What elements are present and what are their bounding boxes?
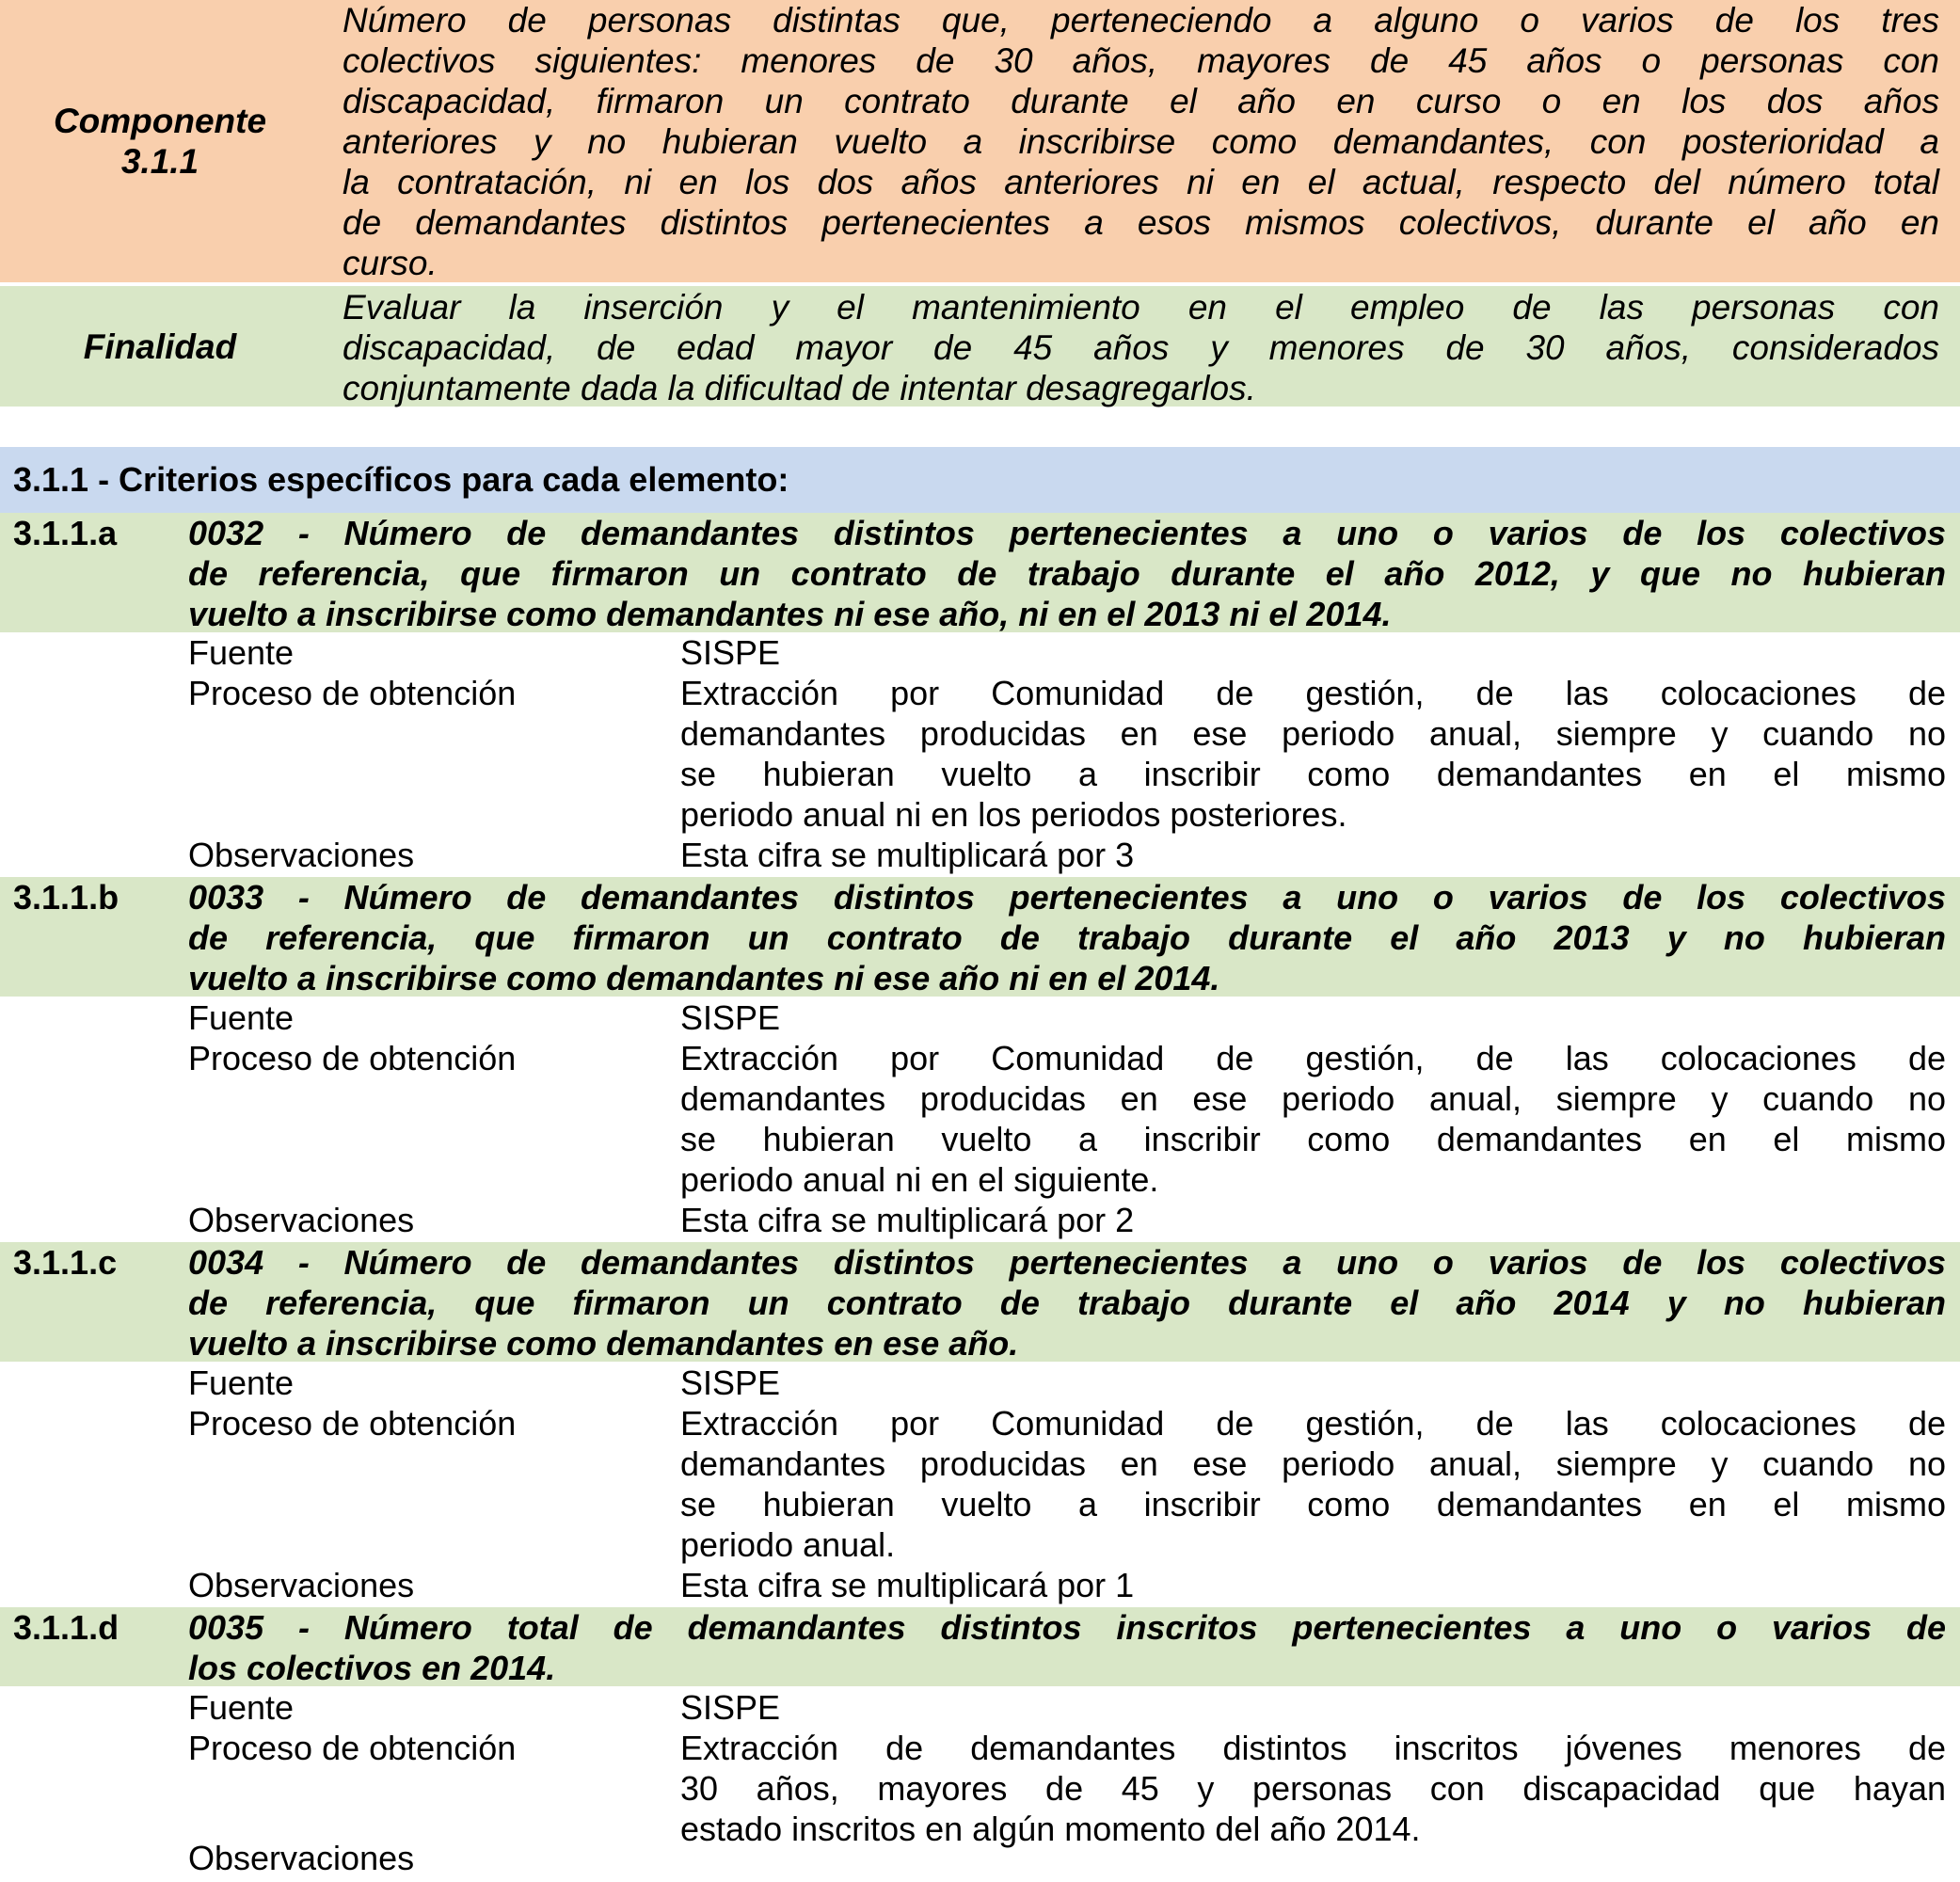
fuente-value: SISPE bbox=[680, 1688, 781, 1727]
element-d-title-row bbox=[0, 1607, 1960, 1686]
observaciones-label: Observaciones bbox=[188, 836, 415, 874]
proceso-line: periodo anual ni en el siguiente. bbox=[680, 1160, 1159, 1199]
finalidad-text-line: conjuntamente dada la dificultad de intentar desagregarlos. bbox=[343, 369, 1256, 407]
element-title-line: los colectivos en 2014. bbox=[188, 1649, 556, 1687]
element-code: 3.1.1.d bbox=[13, 1608, 120, 1647]
proceso-line: periodo anual ni en los periodos posteriores. bbox=[680, 795, 1347, 834]
element-b-title-row bbox=[0, 877, 1960, 997]
componente-row bbox=[0, 0, 1960, 282]
element-title-line: de referencia, que firmaron un contrato de trabajo durante el año 2014 y no hubieran bbox=[188, 1284, 1946, 1322]
element-code: 3.1.1.a bbox=[13, 514, 118, 552]
componente-label-line2: 3.1.1 bbox=[120, 142, 199, 181]
proceso-label: Proceso de obtención bbox=[188, 1404, 517, 1443]
proceso-line: estado inscritos en algún momento del año 2014. bbox=[680, 1810, 1421, 1848]
componente-text-line: de demandantes distintos pertenecientes a esos mismos colectivos, durante el año en bbox=[343, 203, 1939, 242]
element-title-line: 0032 - Número de demandantes distintos pertenecientes a uno o varios de los colectivos bbox=[188, 514, 1946, 552]
fuente-label: Fuente bbox=[188, 998, 295, 1037]
componente-text-line: curso. bbox=[343, 244, 438, 282]
componente-text-line: colectivos siguientes: menores de 30 años, mayores de 45 años o personas con bbox=[343, 41, 1939, 80]
proceso-value bbox=[680, 1403, 1946, 1565]
proceso-value bbox=[680, 1728, 1946, 1849]
componente-text-line: Número de personas distintas que, perteneciendo a alguno o varios de los tres bbox=[343, 1, 1939, 40]
proceso-line: demandantes producidas en ese periodo anual, siempre y cuando no bbox=[680, 714, 1946, 753]
element-title bbox=[188, 877, 1946, 998]
proceso-line: demandantes producidas en ese periodo anual, siempre y cuando no bbox=[680, 1444, 1946, 1483]
proceso-line: Extracción por Comunidad de gestión, de las colocaciones de bbox=[680, 1404, 1946, 1443]
element-title-line: 0035 - Número total de demandantes distintos inscritos pertenecientes a uno o varios de bbox=[188, 1608, 1946, 1647]
element-title-line: de referencia, que firmaron un contrato de trabajo durante el año 2013 y no hubieran bbox=[188, 918, 1946, 957]
fuente-label: Fuente bbox=[188, 633, 295, 672]
observaciones-value: Esta cifra se multiplicará por 2 bbox=[680, 1201, 1135, 1239]
finalidad-text-line: discapacidad, de edad mayor de 45 años y menores de 30 años, considerados bbox=[343, 328, 1939, 367]
proceso-line: se hubieran vuelto a inscribir como demandantes en el mismo bbox=[680, 1485, 1946, 1523]
proceso-line: se hubieran vuelto a inscribir como demandantes en el mismo bbox=[680, 755, 1946, 793]
fuente-value: SISPE bbox=[680, 633, 781, 672]
element-title bbox=[188, 1242, 1946, 1364]
proceso-line: Extracción por Comunidad de gestión, de las colocaciones de bbox=[680, 1039, 1946, 1077]
componente-text-line: anteriores y no hubieran vuelto a inscribirse como demandantes, con posterioridad a bbox=[343, 122, 1939, 161]
element-title-line: de referencia, que firmaron un contrato de trabajo durante el año 2012, y que no hubieran bbox=[188, 554, 1946, 593]
element-title bbox=[188, 513, 1946, 634]
element-title-line: 0034 - Número de demandantes distintos pertenecientes a uno o varios de los colectivos bbox=[188, 1243, 1946, 1282]
observaciones-label: Observaciones bbox=[188, 1839, 415, 1877]
proceso-line: se hubieran vuelto a inscribir como demandantes en el mismo bbox=[680, 1120, 1946, 1158]
proceso-label: Proceso de obtención bbox=[188, 1039, 517, 1077]
proceso-line: periodo anual. bbox=[680, 1525, 896, 1564]
proceso-line: Extracción por Comunidad de gestión, de las colocaciones de bbox=[680, 674, 1946, 712]
finalidad-row bbox=[0, 286, 1960, 407]
element-title bbox=[188, 1607, 1946, 1688]
observaciones-value: Esta cifra se multiplicará por 3 bbox=[680, 836, 1135, 874]
proceso-value bbox=[680, 1038, 1946, 1200]
proceso-label: Proceso de obtención bbox=[188, 674, 517, 712]
fuente-value: SISPE bbox=[680, 1364, 781, 1402]
element-title-line: 0033 - Número de demandantes distintos pertenecientes a uno o varios de los colectivos bbox=[188, 878, 1946, 917]
fuente-value: SISPE bbox=[680, 998, 781, 1037]
proceso-line: demandantes producidas en ese periodo anual, siempre y cuando no bbox=[680, 1079, 1946, 1118]
componente-text bbox=[343, 0, 1939, 283]
proceso-label: Proceso de obtención bbox=[188, 1729, 517, 1767]
section-header: 3.1.1 - Criterios específicos para cada elemento: bbox=[0, 447, 1960, 513]
proceso-value bbox=[680, 673, 1946, 835]
componente-text-line: discapacidad, firmaron un contrato durante el año en curso o en los dos años bbox=[343, 82, 1939, 120]
observaciones-label: Observaciones bbox=[188, 1201, 415, 1239]
element-a-title-row bbox=[0, 513, 1960, 632]
componente-label-line1: Componente bbox=[53, 102, 267, 140]
fuente-label: Fuente bbox=[188, 1688, 295, 1727]
proceso-line: Extracción de demandantes distintos inscritos jóvenes menores de bbox=[680, 1729, 1946, 1767]
proceso-line: 30 años, mayores de 45 y personas con discapacidad que hayan bbox=[680, 1769, 1946, 1808]
finalidad-label: Finalidad bbox=[83, 327, 237, 366]
element-c-title-row bbox=[0, 1242, 1960, 1362]
observaciones-label: Observaciones bbox=[188, 1566, 415, 1604]
element-title-line: vuelto a inscribirse como demandantes ni ese año ni en el 2014. bbox=[188, 959, 1220, 997]
fuente-label: Fuente bbox=[188, 1364, 295, 1402]
element-code: 3.1.1.b bbox=[13, 878, 120, 917]
finalidad-text-line: Evaluar la inserción y el mantenimiento en el empleo de las personas con bbox=[343, 288, 1939, 327]
element-title-line: vuelto a inscribirse como demandantes ni ese año, ni en el 2013 ni el 2014. bbox=[188, 595, 1392, 633]
element-code: 3.1.1.c bbox=[13, 1243, 118, 1282]
observaciones-value: Esta cifra se multiplicará por 1 bbox=[680, 1566, 1135, 1604]
finalidad-text bbox=[343, 287, 1939, 408]
element-title-line: vuelto a inscribirse como demandantes en ese año. bbox=[188, 1324, 1019, 1363]
componente-text-line: la contratación, ni en los dos años anteriores ni en el actual, respecto del número total bbox=[343, 163, 1939, 201]
componente-label bbox=[0, 0, 320, 282]
